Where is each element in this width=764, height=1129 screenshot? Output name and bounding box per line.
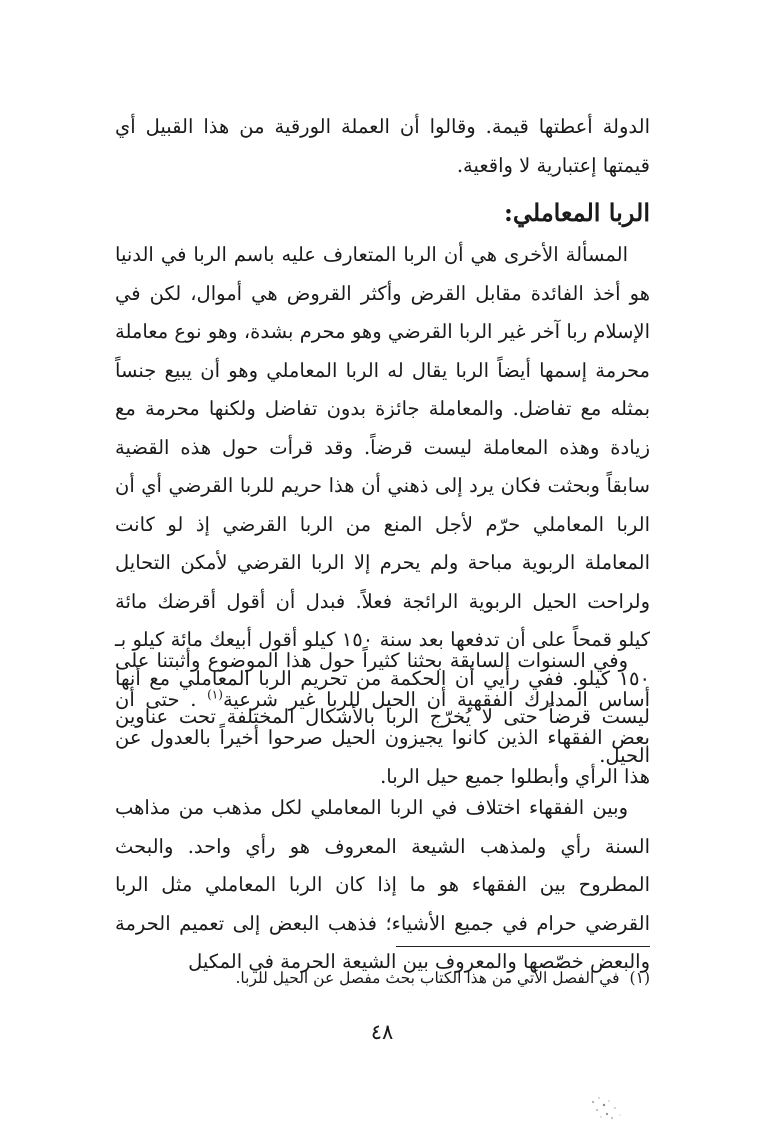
footnote-marker[interactable]: (١): [207, 687, 223, 701]
footnote-number: (١): [629, 969, 650, 987]
section-heading: الربا المعاملي:: [504, 198, 650, 227]
scan-noise-speck: [585, 1092, 625, 1122]
paragraph-riba-muamali: المسألة الأخرى هي أن الربا المتعارف عليه باسم الربا في الدنيا هو أخذ الفائدة مقابل القرض وأكثر القروض هي أموال، لكن في الإسلام ربا آخر غير الربا القرضي وهو محرم بشدة، وهو نوع معاملة محرمة إسمها أيضاً الربا يقال له الربا المعاملي وهو أن يبيع جنساً بمثله مع تفاضل. والمعاملة جائزة بدون تفاضل ولكنها محرمة مع زيادة وهذه المعاملة ليست قرضاً. وقد قرأت حول هذه القضية سابقاً وبحثت فكان يرد إلى ذهني أن هذا حريم للربا القرضي أي أن الربا المعاملي حرّم لأجل المنع من الربا القرضي إذ لو كانت المعاملة الربوية مباحة ولم يحرم إلا الربا القرضي لأمكن التحايل ولراحت الحيل الربوية الرائجة فعلاً. فبدل أن أقول أقرضك مائة كيلو قمحاً على أن تدفعها بعد سنة ١٥٠ كيلو أقول أبيعك مائة كيلو بـ ١٥٠ كيلو. ففي رأيي أن الحكمة من تحريم الربا المعاملي مع أنها ليست قرضاً حتى لا يُخرّج الربا بالأشكال المختلفة تحت عناوين الحيل.: [115, 243, 650, 767]
paragraph-text-part-2: . حتى أن بعض الفقهاء الذين كانوا يجيزون الحيل صرحوا أخيراً بالعدول عن هذا الرأي وأبطلوا جميع حيل الربا.: [115, 687, 650, 788]
page-number: ٤٨: [370, 1020, 394, 1044]
paragraph-previous-years: [115, 642, 650, 796]
footnote-divider: [396, 946, 650, 947]
paragraph-text-part-1: وفي السنوات السابقة بحثنا كثيراً حول هذا الموضوع وأثبتنا على أساس المدارك الفقهية أن الحيل للربا غير شرعية: [115, 649, 650, 711]
paragraph-continuation: الدولة أعطتها قيمة. وقالوا أن العملة الورقية من هذا القبيل أي قيمتها إعتبارية لا واقعية.: [115, 115, 650, 177]
footnote-text: في الفصل الآتي من هذا الكتاب بحث مفصل عن الحيل للربا.: [235, 969, 620, 987]
footnote: [115, 966, 650, 990]
paragraph-jurist-disagreement: وبين الفقهاء اختلاف في الربا المعاملي لكل مذهب من مذاهب السنة رأي ولمذهب الشيعة المعروف هو رأي واحد. والبحث المطروح بين الفقهاء هو ما إذا كان الربا المعاملي مثل الربا القرضي حرام في جميع الأشياء؛ فذهب البعض إلى تعميم الحرمة والبعض خصّصها والمعروف بين الشيعة الحرمة في المكيل: [115, 796, 650, 973]
